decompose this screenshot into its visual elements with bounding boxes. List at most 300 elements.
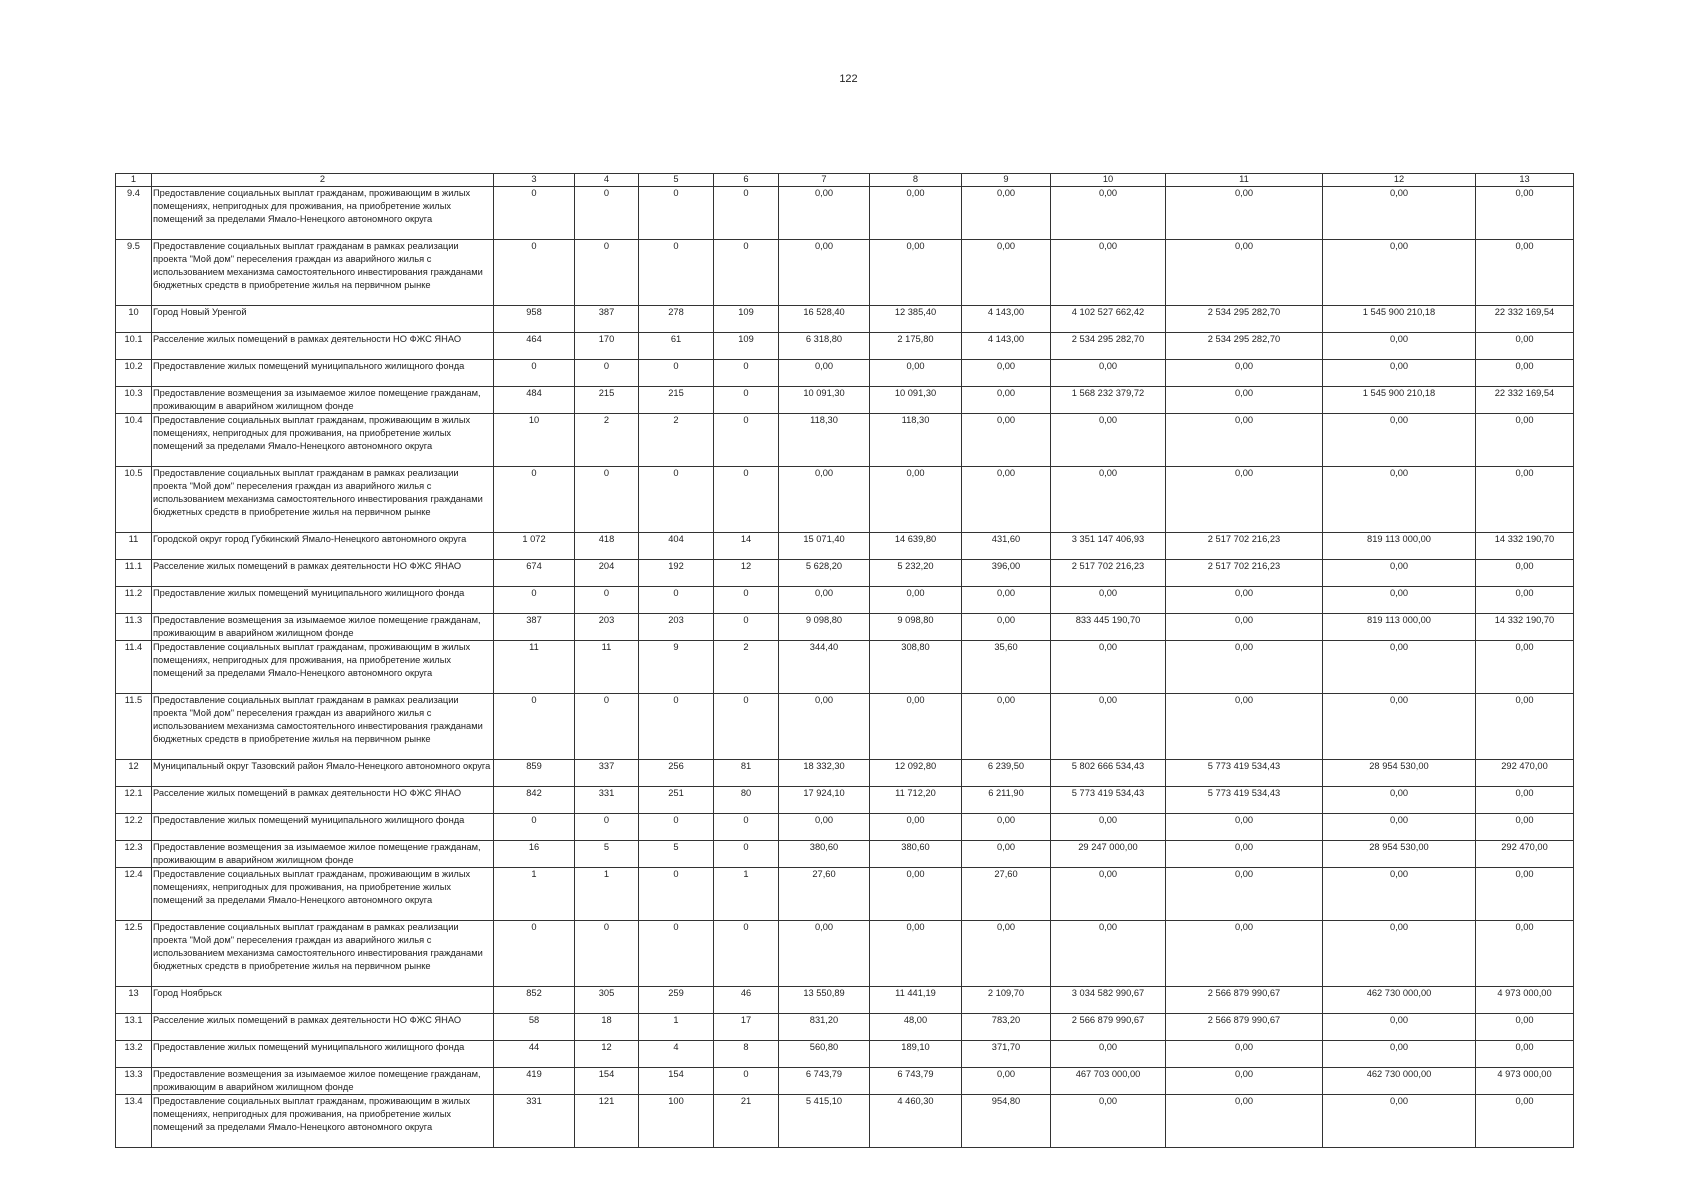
value-cell-col-5: 278 bbox=[639, 306, 714, 333]
value-cell-col-7: 831,20 bbox=[779, 1014, 870, 1041]
value-cell-col-11: 2 517 702 216,23 bbox=[1166, 560, 1323, 587]
value-cell-col-10: 0,00 bbox=[1051, 814, 1166, 841]
value-cell-col-7: 0,00 bbox=[779, 921, 870, 987]
value-cell-col-5: 1 bbox=[639, 1014, 714, 1041]
value-cell-col-12: 0,00 bbox=[1323, 360, 1476, 387]
table-row bbox=[116, 587, 1574, 614]
value-cell-col-12: 28 954 530,00 bbox=[1323, 760, 1476, 787]
value-cell-col-11: 2 534 295 282,70 bbox=[1166, 333, 1323, 360]
value-cell-col-10: 2 566 879 990,67 bbox=[1051, 1014, 1166, 1041]
row-number-cell: 10.3 bbox=[116, 387, 152, 414]
value-cell-col-7: 0,00 bbox=[779, 240, 870, 306]
row-description-cell: Предоставление социальных выплат гражданам в рамках реализации проекта "Мой дом" переселения граждан из аварийного жилья с использованием механизма самостоятельного инвестирования гражданами бюджетных средств в приобретение жилья на первичном рынке bbox=[152, 240, 494, 306]
value-cell-col-7: 344,40 bbox=[779, 641, 870, 694]
row-description-cell: Предоставление жилых помещений муниципального жилищного фонда bbox=[152, 814, 494, 841]
value-cell-col-6: 0 bbox=[714, 841, 779, 868]
row-description-cell: Предоставление возмещения за изымаемое жилое помещение гражданам, проживающим в аварийном жилищном фонде bbox=[152, 614, 494, 641]
row-number-cell: 13.1 bbox=[116, 1014, 152, 1041]
value-cell-col-4: 12 bbox=[575, 1041, 639, 1068]
column-number-5: 5 bbox=[639, 174, 714, 187]
table-row bbox=[116, 641, 1574, 694]
value-cell-col-11: 0,00 bbox=[1166, 614, 1323, 641]
row-description-cell: Предоставление социальных выплат гражданам, проживающим в жилых помещениях, непригодных для проживания, на приобретение жилых помещений за пределами Ямало-Ненецкого автономного округа bbox=[152, 1095, 494, 1148]
value-cell-col-7: 380,60 bbox=[779, 841, 870, 868]
value-cell-col-8: 0,00 bbox=[870, 467, 962, 533]
value-cell-col-3: 58 bbox=[494, 1014, 575, 1041]
value-cell-col-9: 35,60 bbox=[962, 641, 1051, 694]
value-cell-col-7: 6 743,79 bbox=[779, 1068, 870, 1095]
value-cell-col-12: 462 730 000,00 bbox=[1323, 1068, 1476, 1095]
row-number-cell: 10 bbox=[116, 306, 152, 333]
value-cell-col-8: 2 175,80 bbox=[870, 333, 962, 360]
value-cell-col-11: 2 517 702 216,23 bbox=[1166, 533, 1323, 560]
row-number-cell: 13.3 bbox=[116, 1068, 152, 1095]
value-cell-col-7: 17 924,10 bbox=[779, 787, 870, 814]
value-cell-col-3: 958 bbox=[494, 306, 575, 333]
value-cell-col-3: 0 bbox=[494, 814, 575, 841]
value-cell-col-6: 0 bbox=[714, 187, 779, 240]
row-number-cell: 9.4 bbox=[116, 187, 152, 240]
value-cell-col-12: 0,00 bbox=[1323, 1041, 1476, 1068]
value-cell-col-6: 0 bbox=[714, 814, 779, 841]
value-cell-col-7: 18 332,30 bbox=[779, 760, 870, 787]
value-cell-col-3: 464 bbox=[494, 333, 575, 360]
row-number-cell: 11 bbox=[116, 533, 152, 560]
value-cell-col-5: 5 bbox=[639, 841, 714, 868]
value-cell-col-12: 0,00 bbox=[1323, 414, 1476, 467]
value-cell-col-13: 0,00 bbox=[1476, 694, 1574, 760]
value-cell-col-4: 0 bbox=[575, 187, 639, 240]
value-cell-col-13: 292 470,00 bbox=[1476, 760, 1574, 787]
row-number-cell: 10.2 bbox=[116, 360, 152, 387]
value-cell-col-4: 11 bbox=[575, 641, 639, 694]
value-cell-col-5: 0 bbox=[639, 587, 714, 614]
value-cell-col-4: 1 bbox=[575, 868, 639, 921]
value-cell-col-13: 0,00 bbox=[1476, 467, 1574, 533]
value-cell-col-6: 80 bbox=[714, 787, 779, 814]
value-cell-col-5: 9 bbox=[639, 641, 714, 694]
row-number-cell: 11.5 bbox=[116, 694, 152, 760]
column-number-2: 2 bbox=[152, 174, 494, 187]
value-cell-col-7: 0,00 bbox=[779, 467, 870, 533]
value-cell-col-4: 121 bbox=[575, 1095, 639, 1148]
value-cell-col-7: 0,00 bbox=[779, 694, 870, 760]
table-row bbox=[116, 694, 1574, 760]
row-description-cell: Расселение жилых помещений в рамках деятельности НО ФЖС ЯНАО bbox=[152, 560, 494, 587]
value-cell-col-8: 9 098,80 bbox=[870, 614, 962, 641]
value-cell-col-4: 170 bbox=[575, 333, 639, 360]
value-cell-col-13: 0,00 bbox=[1476, 560, 1574, 587]
table-row bbox=[116, 760, 1574, 787]
value-cell-col-11: 0,00 bbox=[1166, 694, 1323, 760]
row-number-cell: 11.2 bbox=[116, 587, 152, 614]
value-cell-col-12: 0,00 bbox=[1323, 868, 1476, 921]
value-cell-col-13: 4 973 000,00 bbox=[1476, 987, 1574, 1014]
value-cell-col-3: 419 bbox=[494, 1068, 575, 1095]
table-row bbox=[116, 868, 1574, 921]
value-cell-col-7: 560,80 bbox=[779, 1041, 870, 1068]
value-cell-col-13: 0,00 bbox=[1476, 1095, 1574, 1148]
value-cell-col-7: 0,00 bbox=[779, 187, 870, 240]
row-description-cell: Предоставление социальных выплат гражданам, проживающим в жилых помещениях, непригодных для проживания, на приобретение жилых помещений за пределами Ямало-Ненецкого автономного округа bbox=[152, 868, 494, 921]
value-cell-col-4: 331 bbox=[575, 787, 639, 814]
value-cell-col-3: 11 bbox=[494, 641, 575, 694]
row-number-cell: 13.2 bbox=[116, 1041, 152, 1068]
value-cell-col-7: 9 098,80 bbox=[779, 614, 870, 641]
value-cell-col-7: 118,30 bbox=[779, 414, 870, 467]
value-cell-col-12: 0,00 bbox=[1323, 787, 1476, 814]
value-cell-col-11: 0,00 bbox=[1166, 814, 1323, 841]
value-cell-col-6: 0 bbox=[714, 414, 779, 467]
value-cell-col-11: 0,00 bbox=[1166, 587, 1323, 614]
value-cell-col-10: 0,00 bbox=[1051, 187, 1166, 240]
value-cell-col-6: 0 bbox=[714, 614, 779, 641]
value-cell-col-9: 0,00 bbox=[962, 814, 1051, 841]
value-cell-col-5: 2 bbox=[639, 414, 714, 467]
row-description-cell: Предоставление возмещения за изымаемое жилое помещение гражданам, проживающим в аварийном жилищном фонде bbox=[152, 387, 494, 414]
value-cell-col-11: 0,00 bbox=[1166, 921, 1323, 987]
value-cell-col-5: 4 bbox=[639, 1041, 714, 1068]
value-cell-col-8: 0,00 bbox=[870, 694, 962, 760]
row-description-cell: Предоставление социальных выплат гражданам, проживающим в жилых помещениях, непригодных для проживания, на приобретение жилых помещений за пределами Ямало-Ненецкого автономного округа bbox=[152, 641, 494, 694]
value-cell-col-5: 154 bbox=[639, 1068, 714, 1095]
value-cell-col-5: 251 bbox=[639, 787, 714, 814]
value-cell-col-5: 0 bbox=[639, 360, 714, 387]
value-cell-col-7: 6 318,80 bbox=[779, 333, 870, 360]
value-cell-col-12: 0,00 bbox=[1323, 467, 1476, 533]
row-number-cell: 12.2 bbox=[116, 814, 152, 841]
value-cell-col-9: 4 143,00 bbox=[962, 333, 1051, 360]
row-number-cell: 11.3 bbox=[116, 614, 152, 641]
value-cell-col-8: 308,80 bbox=[870, 641, 962, 694]
value-cell-col-7: 5 628,20 bbox=[779, 560, 870, 587]
row-number-cell: 9.5 bbox=[116, 240, 152, 306]
value-cell-col-12: 0,00 bbox=[1323, 240, 1476, 306]
value-cell-col-8: 189,10 bbox=[870, 1041, 962, 1068]
value-cell-col-13: 0,00 bbox=[1476, 921, 1574, 987]
value-cell-col-9: 0,00 bbox=[962, 921, 1051, 987]
table-row bbox=[116, 987, 1574, 1014]
column-number-1: 1 bbox=[116, 174, 152, 187]
value-cell-col-3: 44 bbox=[494, 1041, 575, 1068]
value-cell-col-5: 192 bbox=[639, 560, 714, 587]
value-cell-col-9: 6 239,50 bbox=[962, 760, 1051, 787]
value-cell-col-5: 0 bbox=[639, 868, 714, 921]
value-cell-col-4: 0 bbox=[575, 240, 639, 306]
value-cell-col-11: 0,00 bbox=[1166, 641, 1323, 694]
value-cell-col-5: 404 bbox=[639, 533, 714, 560]
value-cell-col-9: 431,60 bbox=[962, 533, 1051, 560]
value-cell-col-10: 0,00 bbox=[1051, 641, 1166, 694]
value-cell-col-4: 0 bbox=[575, 694, 639, 760]
value-cell-col-3: 0 bbox=[494, 921, 575, 987]
value-cell-col-6: 12 bbox=[714, 560, 779, 587]
value-cell-col-3: 16 bbox=[494, 841, 575, 868]
value-cell-col-8: 12 092,80 bbox=[870, 760, 962, 787]
value-cell-col-8: 10 091,30 bbox=[870, 387, 962, 414]
value-cell-col-9: 0,00 bbox=[962, 1068, 1051, 1095]
value-cell-col-3: 842 bbox=[494, 787, 575, 814]
value-cell-col-10: 0,00 bbox=[1051, 240, 1166, 306]
value-cell-col-6: 0 bbox=[714, 467, 779, 533]
value-cell-col-8: 118,30 bbox=[870, 414, 962, 467]
value-cell-col-11: 0,00 bbox=[1166, 187, 1323, 240]
value-cell-col-12: 28 954 530,00 bbox=[1323, 841, 1476, 868]
value-cell-col-5: 215 bbox=[639, 387, 714, 414]
row-number-cell: 11.4 bbox=[116, 641, 152, 694]
value-cell-col-5: 256 bbox=[639, 760, 714, 787]
column-number-3: 3 bbox=[494, 174, 575, 187]
row-number-cell: 12.1 bbox=[116, 787, 152, 814]
value-cell-col-4: 5 bbox=[575, 841, 639, 868]
row-number-cell: 10.4 bbox=[116, 414, 152, 467]
value-cell-col-12: 0,00 bbox=[1323, 921, 1476, 987]
table-row bbox=[116, 814, 1574, 841]
value-cell-col-6: 14 bbox=[714, 533, 779, 560]
value-cell-col-6: 81 bbox=[714, 760, 779, 787]
table-row bbox=[116, 1068, 1574, 1095]
value-cell-col-8: 6 743,79 bbox=[870, 1068, 962, 1095]
value-cell-col-8: 4 460,30 bbox=[870, 1095, 962, 1148]
table-row bbox=[116, 787, 1574, 814]
row-description-cell: Городской округ город Губкинский Ямало-Ненецкого автономного округа bbox=[152, 533, 494, 560]
table-row bbox=[116, 533, 1574, 560]
table-row bbox=[116, 187, 1574, 240]
value-cell-col-11: 0,00 bbox=[1166, 360, 1323, 387]
value-cell-col-9: 0,00 bbox=[962, 587, 1051, 614]
value-cell-col-10: 0,00 bbox=[1051, 360, 1166, 387]
value-cell-col-4: 2 bbox=[575, 414, 639, 467]
value-cell-col-5: 100 bbox=[639, 1095, 714, 1148]
value-cell-col-9: 0,00 bbox=[962, 414, 1051, 467]
value-cell-col-7: 16 528,40 bbox=[779, 306, 870, 333]
value-cell-col-10: 5 773 419 534,43 bbox=[1051, 787, 1166, 814]
row-description-cell: Предоставление жилых помещений муниципального жилищного фонда bbox=[152, 1041, 494, 1068]
value-cell-col-7: 10 091,30 bbox=[779, 387, 870, 414]
value-cell-col-8: 48,00 bbox=[870, 1014, 962, 1041]
value-cell-col-9: 0,00 bbox=[962, 387, 1051, 414]
row-description-cell: Предоставление социальных выплат гражданам в рамках реализации проекта "Мой дом" переселения граждан из аварийного жилья с использованием механизма самостоятельного инвестирования гражданами бюджетных средств в приобретение жилья на первичном рынке bbox=[152, 467, 494, 533]
value-cell-col-5: 259 bbox=[639, 987, 714, 1014]
value-cell-col-12: 0,00 bbox=[1323, 587, 1476, 614]
value-cell-col-4: 204 bbox=[575, 560, 639, 587]
table-row bbox=[116, 841, 1574, 868]
value-cell-col-4: 203 bbox=[575, 614, 639, 641]
value-cell-col-13: 0,00 bbox=[1476, 868, 1574, 921]
value-cell-col-9: 0,00 bbox=[962, 240, 1051, 306]
value-cell-col-13: 0,00 bbox=[1476, 1014, 1574, 1041]
value-cell-col-13: 0,00 bbox=[1476, 814, 1574, 841]
table-row bbox=[116, 306, 1574, 333]
value-cell-col-12: 0,00 bbox=[1323, 814, 1476, 841]
row-number-cell: 12.4 bbox=[116, 868, 152, 921]
value-cell-col-11: 0,00 bbox=[1166, 1095, 1323, 1148]
value-cell-col-12: 819 113 000,00 bbox=[1323, 614, 1476, 641]
row-description-cell: Предоставление жилых помещений муниципального жилищного фонда bbox=[152, 360, 494, 387]
value-cell-col-10: 1 568 232 379,72 bbox=[1051, 387, 1166, 414]
row-number-cell: 13 bbox=[116, 987, 152, 1014]
value-cell-col-3: 0 bbox=[494, 694, 575, 760]
value-cell-col-13: 22 332 169,54 bbox=[1476, 387, 1574, 414]
table-row bbox=[116, 414, 1574, 467]
column-number-6: 6 bbox=[714, 174, 779, 187]
value-cell-col-6: 21 bbox=[714, 1095, 779, 1148]
value-cell-col-4: 18 bbox=[575, 1014, 639, 1041]
value-cell-col-9: 371,70 bbox=[962, 1041, 1051, 1068]
value-cell-col-13: 0,00 bbox=[1476, 414, 1574, 467]
value-cell-col-8: 380,60 bbox=[870, 841, 962, 868]
row-description-cell: Предоставление возмещения за изымаемое жилое помещение гражданам, проживающим в аварийном жилищном фонде bbox=[152, 841, 494, 868]
table-row bbox=[116, 240, 1574, 306]
page-number: 122 bbox=[839, 73, 858, 85]
column-number-13: 13 bbox=[1476, 174, 1574, 187]
column-number-12: 12 bbox=[1323, 174, 1476, 187]
value-cell-col-9: 0,00 bbox=[962, 614, 1051, 641]
value-cell-col-12: 462 730 000,00 bbox=[1323, 987, 1476, 1014]
value-cell-col-10: 0,00 bbox=[1051, 587, 1166, 614]
value-cell-col-9: 4 143,00 bbox=[962, 306, 1051, 333]
value-cell-col-10: 0,00 bbox=[1051, 1095, 1166, 1148]
value-cell-col-11: 0,00 bbox=[1166, 414, 1323, 467]
value-cell-col-8: 0,00 bbox=[870, 187, 962, 240]
value-cell-col-12: 819 113 000,00 bbox=[1323, 533, 1476, 560]
value-cell-col-5: 203 bbox=[639, 614, 714, 641]
row-description-cell: Предоставление социальных выплат гражданам, проживающим в жилых помещениях, непригодных для проживания, на приобретение жилых помещений за пределами Ямало-Ненецкого автономного округа bbox=[152, 187, 494, 240]
value-cell-col-7: 0,00 bbox=[779, 360, 870, 387]
value-cell-col-7: 15 071,40 bbox=[779, 533, 870, 560]
value-cell-col-11: 2 566 879 990,67 bbox=[1166, 1014, 1323, 1041]
value-cell-col-6: 0 bbox=[714, 387, 779, 414]
value-cell-col-8: 14 639,80 bbox=[870, 533, 962, 560]
value-cell-col-10: 0,00 bbox=[1051, 921, 1166, 987]
value-cell-col-4: 0 bbox=[575, 921, 639, 987]
row-number-cell: 10.1 bbox=[116, 333, 152, 360]
column-number-10: 10 bbox=[1051, 174, 1166, 187]
value-cell-col-3: 0 bbox=[494, 360, 575, 387]
value-cell-col-11: 2 534 295 282,70 bbox=[1166, 306, 1323, 333]
row-number-cell: 12 bbox=[116, 760, 152, 787]
value-cell-col-9: 783,20 bbox=[962, 1014, 1051, 1041]
value-cell-col-6: 0 bbox=[714, 587, 779, 614]
row-number-cell: 12.3 bbox=[116, 841, 152, 868]
value-cell-col-12: 0,00 bbox=[1323, 333, 1476, 360]
value-cell-col-8: 11 712,20 bbox=[870, 787, 962, 814]
value-cell-col-9: 27,60 bbox=[962, 868, 1051, 921]
value-cell-col-6: 0 bbox=[714, 240, 779, 306]
value-cell-col-9: 396,00 bbox=[962, 560, 1051, 587]
value-cell-col-13: 292 470,00 bbox=[1476, 841, 1574, 868]
row-description-cell: Предоставление социальных выплат гражданам в рамках реализации проекта "Мой дом" переселения граждан из аварийного жилья с использованием механизма самостоятельного инвестирования гражданами бюджетных средств в приобретение жилья на первичном рынке bbox=[152, 921, 494, 987]
value-cell-col-10: 4 102 527 662,42 bbox=[1051, 306, 1166, 333]
row-description-cell: Предоставление возмещения за изымаемое жилое помещение гражданам, проживающим в аварийном жилищном фонде bbox=[152, 1068, 494, 1095]
value-cell-col-8: 12 385,40 bbox=[870, 306, 962, 333]
value-cell-col-11: 2 566 879 990,67 bbox=[1166, 987, 1323, 1014]
value-cell-col-11: 5 773 419 534,43 bbox=[1166, 760, 1323, 787]
value-cell-col-12: 1 545 900 210,18 bbox=[1323, 387, 1476, 414]
value-cell-col-3: 10 bbox=[494, 414, 575, 467]
table-row bbox=[116, 1014, 1574, 1041]
value-cell-col-5: 0 bbox=[639, 187, 714, 240]
row-description-cell: Расселение жилых помещений в рамках деятельности НО ФЖС ЯНАО bbox=[152, 333, 494, 360]
value-cell-col-13: 0,00 bbox=[1476, 1041, 1574, 1068]
data-table bbox=[115, 173, 1574, 1148]
value-cell-col-5: 0 bbox=[639, 921, 714, 987]
value-cell-col-6: 0 bbox=[714, 1068, 779, 1095]
value-cell-col-13: 0,00 bbox=[1476, 240, 1574, 306]
row-description-cell: Предоставление социальных выплат гражданам в рамках реализации проекта "Мой дом" переселения граждан из аварийного жилья с использованием механизма самостоятельного инвестирования гражданами бюджетных средств в приобретение жилья на первичном рынке bbox=[152, 694, 494, 760]
value-cell-col-10: 5 802 666 534,43 bbox=[1051, 760, 1166, 787]
value-cell-col-4: 337 bbox=[575, 760, 639, 787]
value-cell-col-11: 5 773 419 534,43 bbox=[1166, 787, 1323, 814]
column-number-9: 9 bbox=[962, 174, 1051, 187]
value-cell-col-9: 0,00 bbox=[962, 841, 1051, 868]
value-cell-col-6: 109 bbox=[714, 306, 779, 333]
value-cell-col-9: 0,00 bbox=[962, 360, 1051, 387]
value-cell-col-10: 29 247 000,00 bbox=[1051, 841, 1166, 868]
row-number-cell: 13.4 bbox=[116, 1095, 152, 1148]
value-cell-col-10: 833 445 190,70 bbox=[1051, 614, 1166, 641]
value-cell-col-13: 22 332 169,54 bbox=[1476, 306, 1574, 333]
value-cell-col-4: 0 bbox=[575, 467, 639, 533]
table-row bbox=[116, 467, 1574, 533]
value-cell-col-11: 0,00 bbox=[1166, 467, 1323, 533]
value-cell-col-12: 0,00 bbox=[1323, 560, 1476, 587]
value-cell-col-3: 0 bbox=[494, 587, 575, 614]
value-cell-col-3: 674 bbox=[494, 560, 575, 587]
value-cell-col-9: 0,00 bbox=[962, 694, 1051, 760]
value-cell-col-11: 0,00 bbox=[1166, 1041, 1323, 1068]
value-cell-col-8: 11 441,19 bbox=[870, 987, 962, 1014]
value-cell-col-3: 1 072 bbox=[494, 533, 575, 560]
value-cell-col-3: 0 bbox=[494, 240, 575, 306]
value-cell-col-3: 331 bbox=[494, 1095, 575, 1148]
value-cell-col-10: 467 703 000,00 bbox=[1051, 1068, 1166, 1095]
row-number-cell: 12.5 bbox=[116, 921, 152, 987]
value-cell-col-8: 0,00 bbox=[870, 814, 962, 841]
value-cell-col-3: 387 bbox=[494, 614, 575, 641]
value-cell-col-5: 0 bbox=[639, 467, 714, 533]
row-number-cell: 10.5 bbox=[116, 467, 152, 533]
value-cell-col-10: 0,00 bbox=[1051, 868, 1166, 921]
value-cell-col-5: 0 bbox=[639, 240, 714, 306]
table-row bbox=[116, 333, 1574, 360]
value-cell-col-11: 0,00 bbox=[1166, 868, 1323, 921]
value-cell-col-3: 0 bbox=[494, 467, 575, 533]
value-cell-col-10: 0,00 bbox=[1051, 1041, 1166, 1068]
value-cell-col-11: 0,00 bbox=[1166, 387, 1323, 414]
value-cell-col-7: 5 415,10 bbox=[779, 1095, 870, 1148]
value-cell-col-6: 46 bbox=[714, 987, 779, 1014]
value-cell-col-5: 61 bbox=[639, 333, 714, 360]
row-number-cell: 11.1 bbox=[116, 560, 152, 587]
value-cell-col-11: 0,00 bbox=[1166, 240, 1323, 306]
row-description-cell: Муниципальный округ Тазовский район Ямало-Ненецкого автономного округа bbox=[152, 760, 494, 787]
value-cell-col-13: 14 332 190,70 bbox=[1476, 533, 1574, 560]
value-cell-col-6: 109 bbox=[714, 333, 779, 360]
column-number-11: 11 bbox=[1166, 174, 1323, 187]
value-cell-col-10: 3 351 147 406,93 bbox=[1051, 533, 1166, 560]
value-cell-col-6: 8 bbox=[714, 1041, 779, 1068]
value-cell-col-3: 1 bbox=[494, 868, 575, 921]
table-row bbox=[116, 1095, 1574, 1148]
value-cell-col-6: 17 bbox=[714, 1014, 779, 1041]
column-number-4: 4 bbox=[575, 174, 639, 187]
value-cell-col-13: 0,00 bbox=[1476, 787, 1574, 814]
value-cell-col-13: 0,00 bbox=[1476, 360, 1574, 387]
table-row bbox=[116, 560, 1574, 587]
value-cell-col-7: 0,00 bbox=[779, 814, 870, 841]
value-cell-col-3: 0 bbox=[494, 187, 575, 240]
